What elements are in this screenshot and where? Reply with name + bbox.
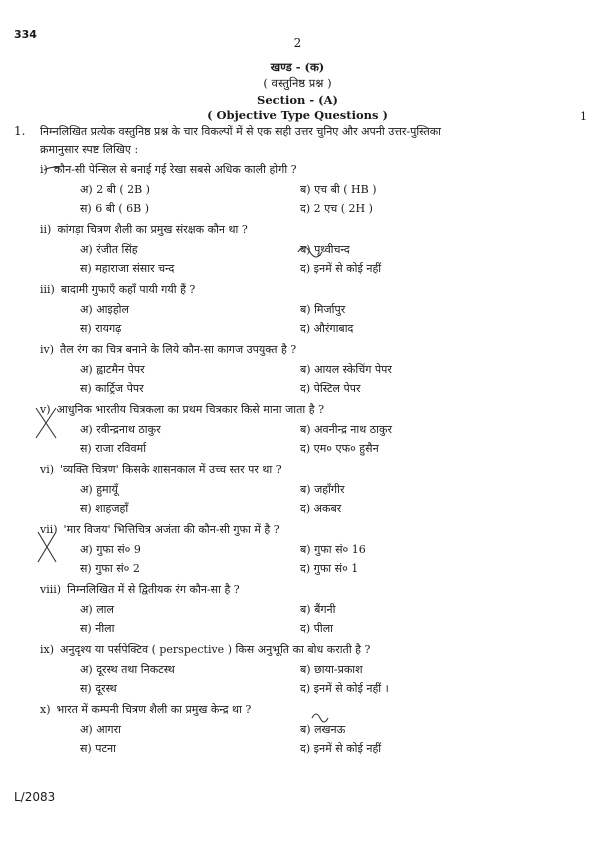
instruction-line-1: निम्नलिखित प्रत्येक वस्तुनिष्ठ प्रश्न के चार विकल्पों में से एक सही उत्तर चुनिए और अपनी उत्तर-पुस्तिका [40,125,442,138]
option-5-2: ब) अवनीन्द्र नाथ ठाकुर [300,423,392,436]
option-5-4: द) एम० एफ० हुसैन [300,442,379,455]
question-num: iii) [40,283,55,296]
question-num: viii) [40,583,62,596]
question-text: अनुदृश्य या पर्सपेक्टिव ( perspective ) किस अनुभूति का बोध कराती है ? [60,643,371,656]
option-7-4: द) गुफा सं० 1 [300,562,359,575]
option-3-1: अ) आइहोल [80,303,129,316]
option-10-3: स) पटना [80,742,116,755]
option-10-1: अ) आगरा [80,723,121,736]
page-number: 2 [293,36,302,50]
question-text: 'मार विजय' भित्तिचित्र अजंता की कौन-सी गुफा में है ? [63,523,280,536]
option-10-2: ब) लखनऊ [300,723,346,736]
option-8-3: स) नीला [80,622,115,635]
option-2-2: ब) पृथ्वीचन्द [300,243,350,256]
option-6-1: अ) हुमायूँ [80,483,118,496]
option-5-3: स) राजा रविवर्मा [80,442,147,455]
question-9 [40,642,370,657]
instruction-line-2: क्रमानुसार स्पष्ट लिखिए : [40,143,139,156]
option-1-3: स) 6 बी ( 6B ) [80,202,150,215]
question-text: आधुनिक भारतीय चित्रकला का प्रथम चित्रकार किसे माना जाता है ? [56,403,324,416]
option-6-2: ब) जहाँगीर [300,483,345,496]
option-7-3: स) गुफा सं० 2 [80,562,140,575]
option-4-1: अ) ह्वाटमैन पेपर [80,363,145,376]
question-2 [40,222,248,237]
option-9-4: द) इनमें से कोई नहीं । [300,682,389,695]
question-num: x) [40,703,51,716]
option-8-2: ब) बैंगनी [300,603,336,616]
option-8-4: द) पीला [300,622,334,635]
option-4-2: ब) आयल स्केचिंग पेपर [300,363,392,376]
pen-scribble-q10 [312,714,328,722]
option-10-4: द) इनमें से कोई नहीं [300,742,382,755]
option-9-3: स) दूरस्थ [80,682,117,695]
option-6-4: द) अकबर [300,502,342,515]
option-1-1: अ) 2 बी ( 2B ) [80,183,150,196]
option-7-1: अ) गुफा सं० 9 [80,543,141,556]
question-text: निम्नलिखित में से द्वितीयक रंग कौन-सा है ? [67,583,240,596]
question-text: 'व्यक्ति चित्रण' किसके शासनकाल में उच्च स्तर पर था ? [60,463,282,476]
question-3 [40,282,195,297]
question-text: कौन-सी पेन्सिल से बनाई गई रेखा सबसे अधिक काली होगी ? [53,163,297,176]
option-8-1: अ) लाल [80,603,114,616]
question-num: vii) [40,523,58,536]
question-text: बादामी गुफाएँ कहाँ पायी गयी हैं ? [60,283,196,296]
question-6 [40,462,282,477]
option-4-4: द) पेस्टिल पेपर [300,382,361,395]
question-num: iv) [40,343,55,356]
question-num: ix) [40,643,55,656]
option-3-2: ब) मिर्जापुर [300,303,346,316]
vastunishth-heading: ( वस्तुनिष्ठ प्रश्न ) [263,76,332,90]
question-num: i) [40,163,48,176]
option-3-3: स) रायगढ़ [80,322,122,335]
question-1 [40,162,297,177]
khand-heading: खण्ड - (क) [270,60,325,74]
option-6-3: स) शाहजहाँ [80,502,129,515]
question-text: भारत में कम्पनी चित्रण शैली का प्रमुख केन्द्र था ? [56,703,252,716]
option-2-3: स) महाराजा संसार चन्द [80,262,175,275]
marks: 1 [580,110,587,123]
page-label: 334 [14,28,37,41]
question-number: 1. [14,124,26,138]
question-5 [40,402,324,417]
option-9-2: ब) छाया-प्रकाश [300,663,363,676]
question-4 [40,342,296,357]
section-heading: Section - (A) [257,93,338,107]
question-10 [40,702,251,717]
question-num: v) [40,403,51,416]
option-3-4: द) औरंगाबाद [300,322,354,335]
option-2-1: अ) रंजीत सिंह [80,243,138,256]
option-4-3: स) कार्ट्रिज पेपर [80,382,144,395]
question-text: कांगड़ा चित्रण शैली का प्रमुख संरक्षक कौन था ? [57,223,248,236]
option-1-2: ब) एच बी ( HB ) [300,183,377,196]
question-num: ii) [40,223,52,236]
question-num: vi) [40,463,55,476]
option-9-1: अ) दूरस्थ तथा निकटस्थ [80,663,175,676]
question-text: तैल रंग का चित्र बनाने के लिये कौन-सा कागज उपयुक्त है ? [60,343,297,356]
question-8 [40,582,240,597]
question-7 [40,522,280,537]
objective-heading: ( Objective Type Questions ) [207,108,388,122]
option-2-4: द) इनमें से कोई नहीं [300,262,382,275]
paper-code: L/2083 [14,790,56,804]
option-5-1: अ) रवीन्द्रनाथ ठाकुर [80,423,161,436]
option-7-2: ब) गुफा सं० 16 [300,543,366,556]
option-1-4: द) 2 एच ( 2H ) [300,202,373,215]
